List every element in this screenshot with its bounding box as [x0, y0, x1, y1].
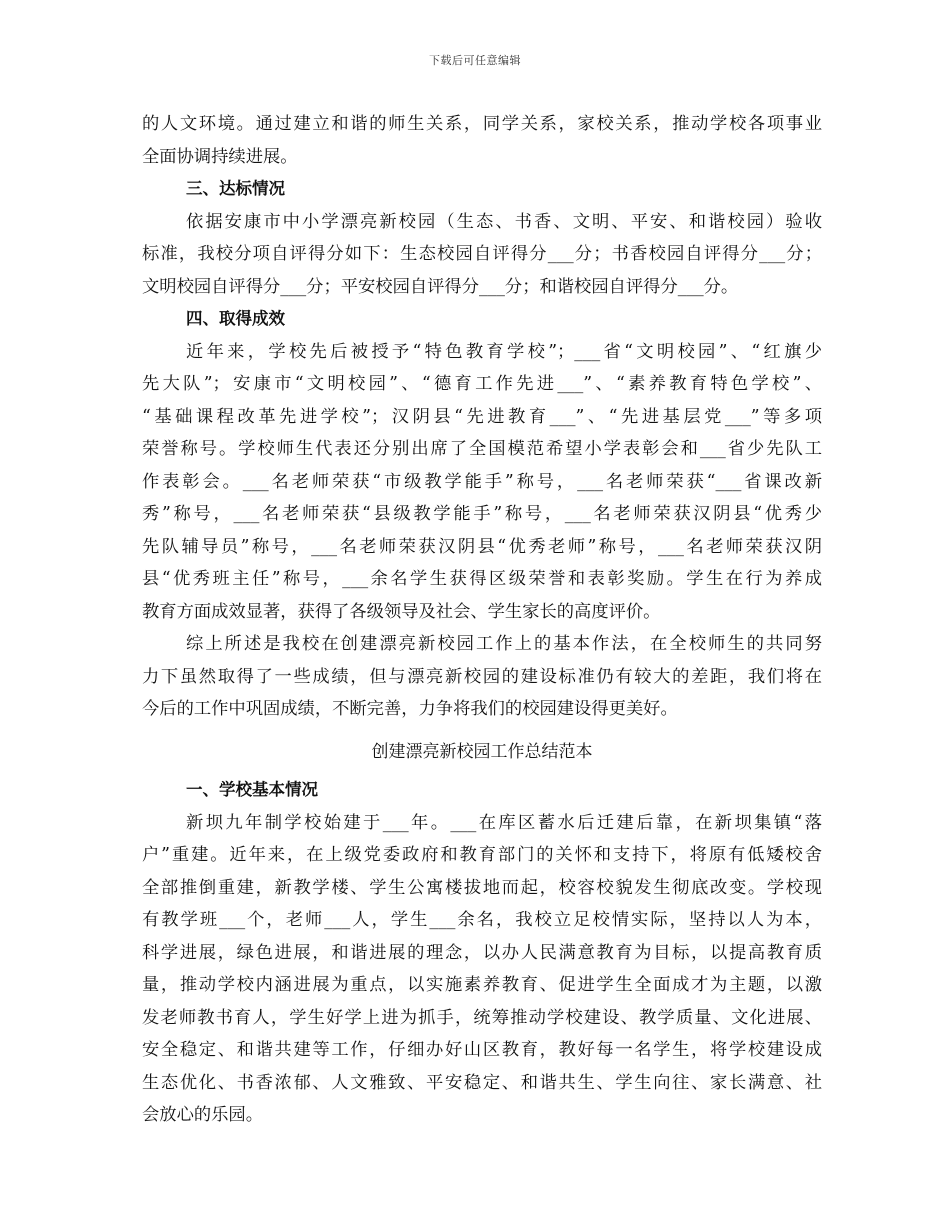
paragraph-line: 近年来，学校先后被授予“特色教育学校”；___省“文明校园”、“红旗少: [186, 341, 822, 362]
paragraph-line: 综上所述是我校在创建漂亮新校园工作上的基本作法，在全校师生的共同努: [186, 634, 822, 654]
document-title: 创建漂亮新校园工作总结范本: [371, 741, 593, 762]
paragraph-line: 有教学班___个，老师___人，学生___余名，我校立足校情实际，坚持以人为本，: [142, 910, 822, 930]
section-humanistic-environment: [142, 108, 822, 173]
paragraph-line: 发老师教书育人，学生好学上进为抓手，统筹推动学校建设、教学质量、文化进展、: [142, 1007, 822, 1028]
paragraph-line: 标准，我校分项自评得分如下：生态校园自评得分___分；书香校园自评得分___分；: [142, 244, 822, 264]
paragraph-line: 新坝九年制学校始建于___年。___在库区蓄水后迁建后靠，在新坝集镇“落: [186, 812, 822, 833]
paragraph-line: 秀”称号，___名老师荣获“县级教学能手”称号，___名老师荣获汉阴县“优秀少: [142, 504, 822, 524]
section-heading: 三、达标情况: [186, 179, 285, 198]
paragraph-line: 先队辅导员”称号，___名老师荣获汉阴县“优秀老师”称号，___名老师荣获汉阴: [142, 536, 822, 557]
paragraph-line: 全面协调持续进展。: [142, 146, 298, 167]
page-header-note: 下载后可任意编辑: [429, 54, 521, 67]
paragraph-line: “基础课程改革先进学校”；汉阴县“先进教育___”、“先进基层党___”等多项: [142, 406, 822, 427]
section-summary: [142, 628, 822, 726]
paragraph-line: 户”重建。近年来，在上级党委政府和教育部门的关怀和支持下，将原有低矮校舍: [142, 845, 822, 865]
section-achievements: [142, 303, 822, 628]
paragraph-line: 科学进展，绿色进展，和谐进展的理念，以办人民满意教育为目标，以提高教育质: [142, 942, 822, 963]
paragraph-line: 今后的工作中巩固成绩，不断完善，力争将我们的校园建设得更美好。: [142, 699, 678, 719]
paragraph-line: 量，推动学校内涵进展为重点，以实施素养教育、促进学生全面成才为主题，以激: [142, 975, 822, 995]
paragraph-line: 荣誉称号。学校师生代表还分别出席了全国模范希望小学表彰会和___省少先队工: [142, 439, 822, 459]
section-heading: 一、学校基本情况: [186, 780, 318, 799]
section-school-basics: [142, 774, 822, 1132]
section-standards: [142, 173, 822, 303]
document-body: [142, 108, 822, 1132]
paragraph-line: 力下虽然取得了一些成绩，但与漂亮新校园的建设标准仍有较大的差距，我们将在: [142, 666, 822, 687]
paragraph-line: 文明校园自评得分___分；平安校园自评得分___分；和谐校园自评得分___分。: [142, 276, 739, 297]
paragraph-line: 先大队”；安康市“文明校园”、“德育工作先进___”、“素养教育特色学校”、: [142, 374, 822, 394]
paragraph-line: 依据安康市中小学漂亮新校园（生态、书香、文明、平安、和谐校园）验收: [186, 211, 822, 232]
paragraph-line: 会放心的乐园。: [142, 1105, 263, 1125]
paragraph-line: 作表彰会。___名老师荣获“市级教学能手”称号，___名老师荣获“___省课改新: [142, 471, 822, 492]
paragraph-line: 教育方面成效显著，获得了各级领导及社会、学生家长的高度评价。: [142, 601, 661, 622]
section-heading: 四、取得成效: [186, 309, 285, 328]
paragraph-line: 生态优化、书香浓郁、人文雅致、平安稳定、和谐共生、学生向往、家长满意、社: [142, 1072, 822, 1093]
paragraph-line: 全部推倒重建，新教学楼、学生公寓楼拔地而起，校容校貌发生彻底改变。学校现: [142, 877, 822, 898]
paragraph-line: 的人文环境。通过建立和谐的师生关系，同学关系，家校关系，推动学校各项事业: [142, 114, 822, 134]
paragraph-line: 安全稳定、和谐共建等工作，仔细办好山区教育，教好每一名学生，将学校建设成: [142, 1040, 822, 1060]
paragraph-line: 县“优秀班主任”称号，___余名学生获得区级荣誉和表彰奖励。学生在行为养成: [142, 569, 822, 589]
